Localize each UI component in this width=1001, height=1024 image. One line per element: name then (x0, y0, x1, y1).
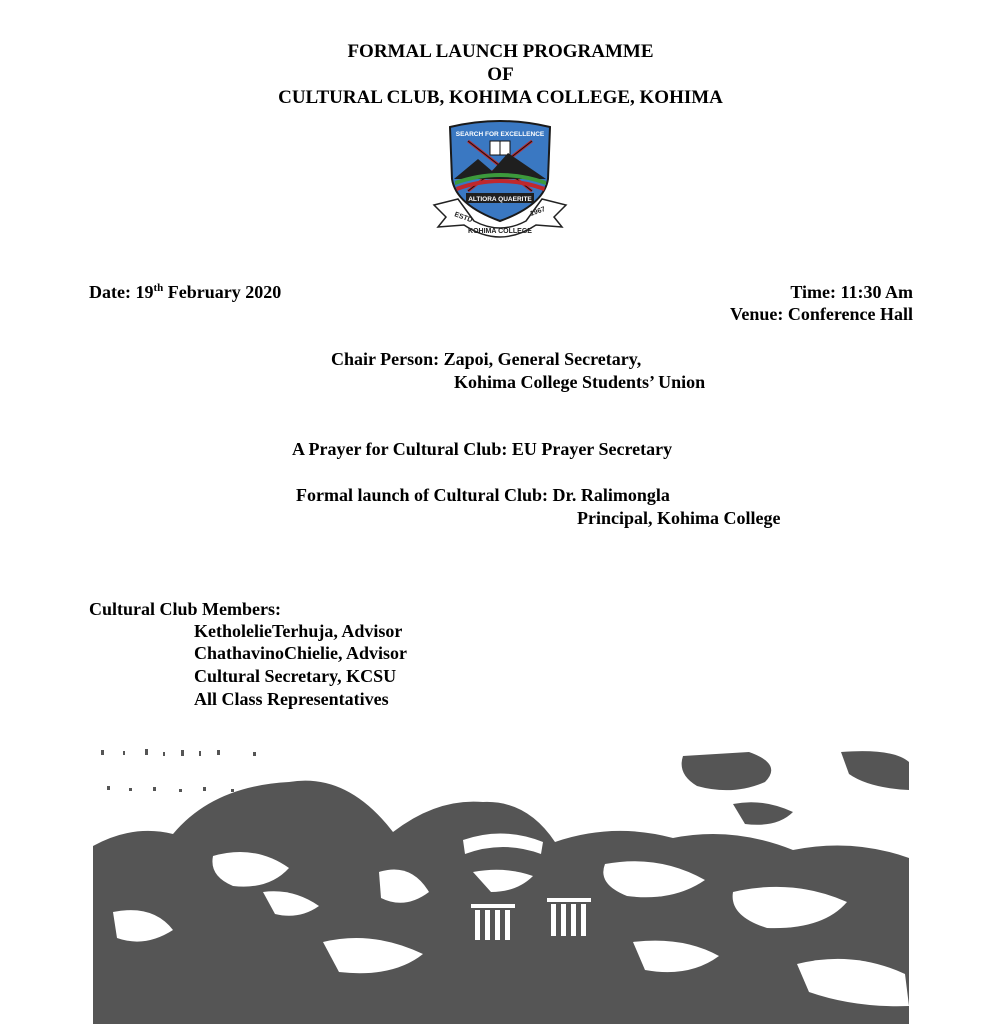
chair-person-line-1: Chair Person: Zapoi, General Secretary, (331, 349, 642, 369)
formal-launch-line-1: Formal launch of Cultural Club: Dr. Ralimongla (296, 485, 670, 505)
title-line-3: CULTURAL CLUB, KOHIMA COLLEGE, KOHIMA (278, 87, 723, 108)
members-heading: Cultural Club Members: (89, 599, 281, 619)
shield-motto-band: ALTIORA QUAERITE (468, 196, 532, 203)
college-logo (428, 117, 572, 249)
member-item: Cultural Secretary, KCSU (194, 666, 397, 686)
formal-launch-line-2: Principal, Kohima College (577, 508, 781, 528)
event-time: Time: 11:30 Am (790, 282, 913, 302)
event-venue: Venue: Conference Hall (730, 304, 913, 324)
title-line-2: OF (487, 64, 514, 85)
prayer-item: A Prayer for Cultural Club: EU Prayer Secretary (292, 439, 673, 459)
title-line-1: FORMAL LAUNCH PROGRAMME (347, 41, 654, 62)
member-item: ChathavinoChielie, Advisor (194, 643, 408, 663)
cultural-dancers-photo (93, 742, 909, 1024)
chair-person-line-2: Kohima College Students’ Union (454, 372, 706, 392)
member-item: KetholelieTerhuja, Advisor (194, 621, 403, 641)
member-item: All Class Representatives (194, 689, 389, 709)
ribbon-center-text: KOHIMA COLLEGE (468, 228, 532, 235)
ribbon-left-text: ESTD (453, 211, 474, 225)
shield-motto-top: SEARCH FOR EXCELLENCE (455, 131, 545, 138)
ribbon-right-text: 1967 (529, 205, 547, 218)
event-date: Date: 19th February 2020 (89, 282, 282, 302)
